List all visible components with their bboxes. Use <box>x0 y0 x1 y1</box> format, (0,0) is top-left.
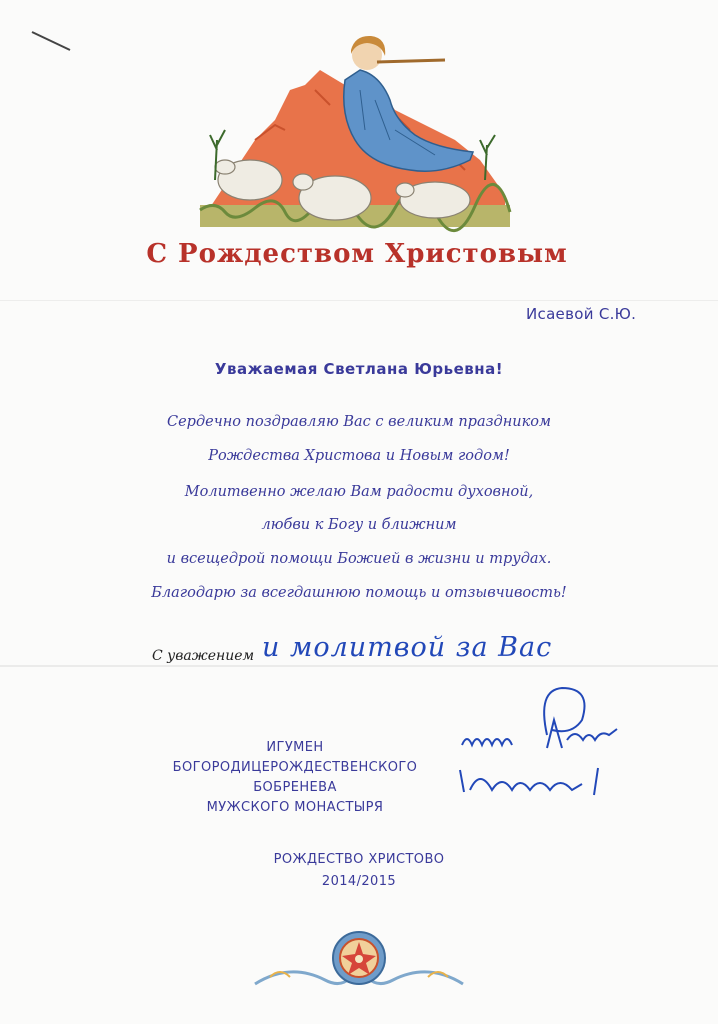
body-line: Молитвенно желаю Вам радости духовной, <box>184 484 534 500</box>
sender-line: ИГУМЕН <box>266 740 324 755</box>
fold-line <box>0 300 718 301</box>
sender-line: МУЖСКОГО МОНАСТЫРЯ <box>206 800 384 815</box>
closing: С уважением <box>152 648 255 664</box>
fold-line <box>0 665 718 667</box>
sender-block <box>165 738 425 818</box>
greeting: Уважаемая Светлана Юрьевна! <box>214 360 504 378</box>
sender-line: БОГОРОДИЦЕРОЖДЕСТВЕНСКОГО <box>172 760 418 775</box>
banner-title <box>146 226 568 278</box>
banner-title-text: С Рождеством Христовым <box>146 239 568 269</box>
date-line: РОЖДЕСТВО ХРИСТОВО <box>273 852 445 867</box>
body-line: Благодарю за всегдашнюю помощь и отзывчивость! <box>151 585 567 601</box>
ornament-rosette-icon <box>250 922 468 1002</box>
body-line: и всещедрой помощи Божией в жизни и трудах. <box>166 551 552 567</box>
handwritten-note: и молитвой за Вас <box>262 632 553 663</box>
body-line: Сердечно поздравляю Вас с великим праздником <box>166 414 552 430</box>
signature <box>452 680 632 810</box>
sender-line: БОБРЕНЕВА <box>253 780 337 795</box>
body-line: любви к Богу и ближним <box>261 517 457 533</box>
body-line: Рождества Христова и Новым годом! <box>208 448 510 464</box>
date-block <box>0 849 718 893</box>
scratch-mark <box>30 30 75 55</box>
recipient: Исаевой С.Ю. <box>526 305 637 323</box>
nativity-shepherd-icon <box>195 30 515 235</box>
date-line: 2014/2015 <box>321 874 397 889</box>
